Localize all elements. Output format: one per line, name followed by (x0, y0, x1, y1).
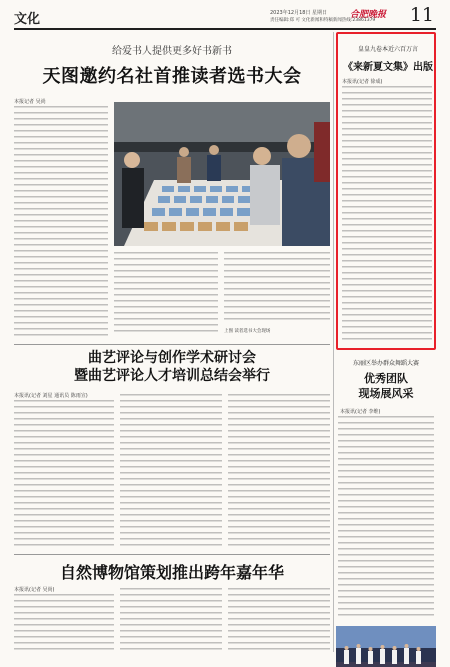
page-header (14, 6, 436, 30)
article3-text-col2 (120, 588, 222, 654)
sidebar-story2-byline: 本报讯(记者 李维) (340, 409, 381, 415)
section-divider-1 (14, 344, 330, 345)
dance-photo-art (336, 626, 436, 667)
editor-line: 责任编辑:郑 可 文化新闻和特稿新闻热线:23861379 (270, 18, 376, 23)
section-divider-2 (14, 554, 330, 555)
newspaper-logo: 合肥晚报 (350, 10, 387, 20)
article2-text-col3 (228, 394, 330, 550)
article2-headline-line1: 曲艺评论与创作学术研讨会 (88, 350, 256, 366)
article2-text-col2 (120, 394, 222, 550)
sidebar-story2-headline-line2: 现场展风采 (358, 387, 414, 400)
dance-performance-photo (336, 626, 436, 667)
highlighted-story-box (336, 32, 436, 350)
sidebar-story2-headline-line1: 优秀团队 (364, 372, 408, 385)
article1-headline: 天图邀约名社首推读者选书大会 (42, 66, 302, 87)
sidebar-story2-text (338, 416, 434, 620)
article2-text-col1 (14, 400, 114, 550)
article2-headline-line2: 暨曲艺评论人才培训总结会举行 (74, 368, 270, 384)
article1-text-col1 (14, 106, 108, 340)
article1-photo-caption: 上图 读者选书大会现场 (224, 329, 271, 334)
issue-date: 2023年12月18日 星期日 (270, 10, 328, 16)
article1-kicker: 给爱书人提供更多好书新书 (112, 46, 232, 57)
article3-headline: 自然博物馆策划推出跨年嘉年华 (59, 563, 284, 582)
article1-photo (114, 102, 330, 246)
article3-text-col3 (228, 588, 330, 654)
sidebar-column (336, 32, 438, 657)
column-divider (333, 32, 334, 652)
article1-text-col2 (114, 252, 218, 336)
sidebar-story2-kicker: 东丽区举办群众舞蹈大赛 (352, 360, 419, 367)
sidebar-story-headline: 《来新夏文集》出版 (343, 62, 433, 73)
sidebar-story-kicker: 皇皇九卷本近六百万言 (357, 46, 418, 53)
article1-text-col3 (224, 252, 330, 324)
article1-byline: 本报记者 吴尚 (14, 99, 46, 105)
article3-text-col1 (14, 594, 114, 654)
sidebar-story-byline: 本报讯(记者 徐成) (342, 79, 383, 85)
bookfair-photo-art (114, 102, 330, 246)
article3-byline: 本报讯(记者 吴尚) (14, 587, 55, 593)
sidebar-story-text (342, 86, 432, 344)
section-title: 文化 (14, 12, 41, 27)
article2-byline: 本报讯(记者 刘星 通讯员 陈雨宣) (14, 393, 88, 399)
main-column (14, 32, 330, 657)
page-number: 11 (409, 4, 434, 26)
